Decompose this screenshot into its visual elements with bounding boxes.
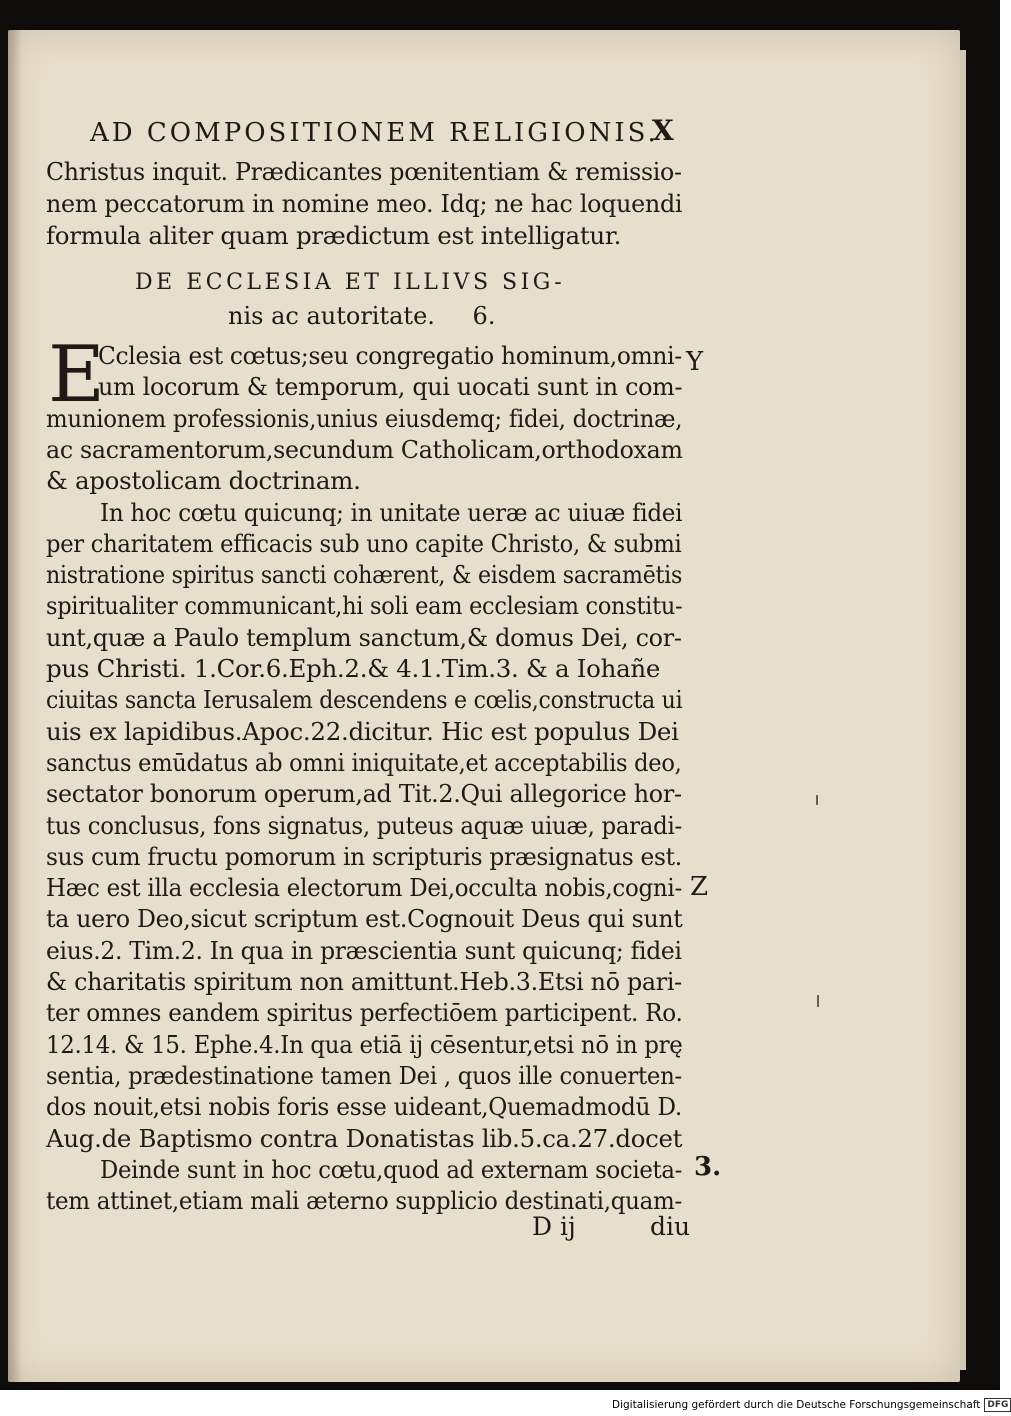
text-line: Deinde sunt in hoc cœtu,quod ad externam societa-	[100, 1155, 683, 1184]
catchword: diu	[650, 1212, 691, 1241]
folio-mark: X	[652, 114, 674, 147]
text-line: sectator bonorum operum,ad Tit.2.Qui allegorice hor-	[46, 779, 682, 808]
section-heading-text: nis ac autoritate.	[228, 302, 435, 330]
drop-cap: E	[48, 330, 105, 420]
text-line: ac sacramentorum,secundum Catholicam,orthodoxam	[46, 435, 683, 464]
text-line: nem peccatorum in nomine meo. Idq; ne hac loquendi	[46, 189, 683, 218]
text-line: um locorum & temporum, qui uocati sunt in com-	[98, 372, 683, 401]
text-line: ter omnes eandem spiritus perfectiōem participent. Ro.	[46, 998, 683, 1027]
margin-note: Y	[686, 347, 704, 377]
text-line: formula aliter quam prædictum est intelligatur.	[46, 221, 622, 250]
text-line: spiritualiter communicant,hi soli eam ecclesiam constitu-	[46, 591, 683, 620]
text-line: Christus inquit. Prædicantes pœnitentiam & remissio-	[46, 157, 682, 186]
running-head: AD COMPOSITIONEM RELIGIONIS.	[90, 118, 659, 148]
text-line: munionem professionis,unius eiusdemq; fidei, doctrinæ,	[46, 404, 683, 433]
text-line: tem attinet,etiam mali æterno supplicio destinati,quam-	[46, 1186, 683, 1215]
paper-speck	[817, 995, 819, 1007]
footer-text: Digitalisierung gefördert durch die Deutsche Forschungsgemeinschaft	[612, 1399, 981, 1411]
text-line: nistratione spiritus sancti cohærent, & eisdem sacramētis	[46, 560, 683, 589]
text-line: Hæc est illa ecclesia electorum Dei,occulta nobis,cogni-	[46, 873, 682, 902]
text-line: sanctus emūdatus ab omni iniquitate,et acceptabilis deo,	[46, 748, 682, 777]
text-line: per charitatem efficacis sub uno capite Christo, & submi	[46, 529, 682, 558]
page-edge	[960, 50, 966, 1370]
footer-credit	[612, 1396, 1009, 1414]
margin-note: Z	[690, 872, 709, 902]
text-line: Cclesia est cœtus;seu congregatio hominum,omni-	[98, 341, 682, 370]
section-number: 6.	[472, 302, 496, 330]
section-heading: DE ECCLESIA ET ILLIVS SIG-	[135, 270, 566, 295]
text-line: uis ex lapidibus.Apoc.22.dicitur. Hic est populus Dei	[46, 717, 679, 746]
text-line: unt,quæ a Paulo templum sanctum,& domus Dei, cor-	[46, 623, 682, 652]
text-line: pus Christi. 1.Cor.6.Eph.2.& 4.1.Tim.3. & a Iohañe	[46, 654, 661, 683]
text-line: ciuitas sancta Ierusalem descendens e cœlis,constructa ui	[46, 685, 683, 714]
text-line: & charitatis spiritum non amittunt.Heb.3.Etsi nō pari-	[46, 967, 682, 996]
text-line: 12.14. & 15. Ephe.4.In qua etiā ij cēsentur,etsi nō in prę	[46, 1030, 683, 1059]
text-line: ta uero Deo,sicut scriptum est.Cognouit Deus qui sunt	[46, 904, 683, 933]
text-line: eius.2. Tim.2. In qua in præscientia sunt quicunq; fidei	[46, 936, 682, 965]
section-heading-line2	[228, 302, 495, 330]
text-line: & apostolicam doctrinam.	[46, 466, 361, 495]
signature-mark: D ij	[532, 1212, 576, 1241]
text-line: sentia, prædestinatione tamen Dei , quos ille conuerten-	[46, 1061, 682, 1090]
margin-note: 3.	[694, 1152, 722, 1182]
text-line: sus cum fructu pomorum in scripturis præsignatus est.	[46, 842, 682, 871]
text-line: In hoc cœtu quicunq; in unitate ueræ ac uiuæ fidei	[100, 498, 683, 527]
text-line: Aug.de Baptismo contra Donatistas lib.5.ca.27.docet	[46, 1124, 683, 1153]
paper-speck	[816, 795, 818, 805]
text-line: tus conclusus, fons signatus, puteus aquæ uiuæ, paradi-	[46, 811, 682, 840]
dfg-logo-icon: DFG	[984, 1398, 1011, 1412]
text-line: dos nouit,etsi nobis foris esse uideant,Quemadmodū D.	[46, 1092, 683, 1121]
